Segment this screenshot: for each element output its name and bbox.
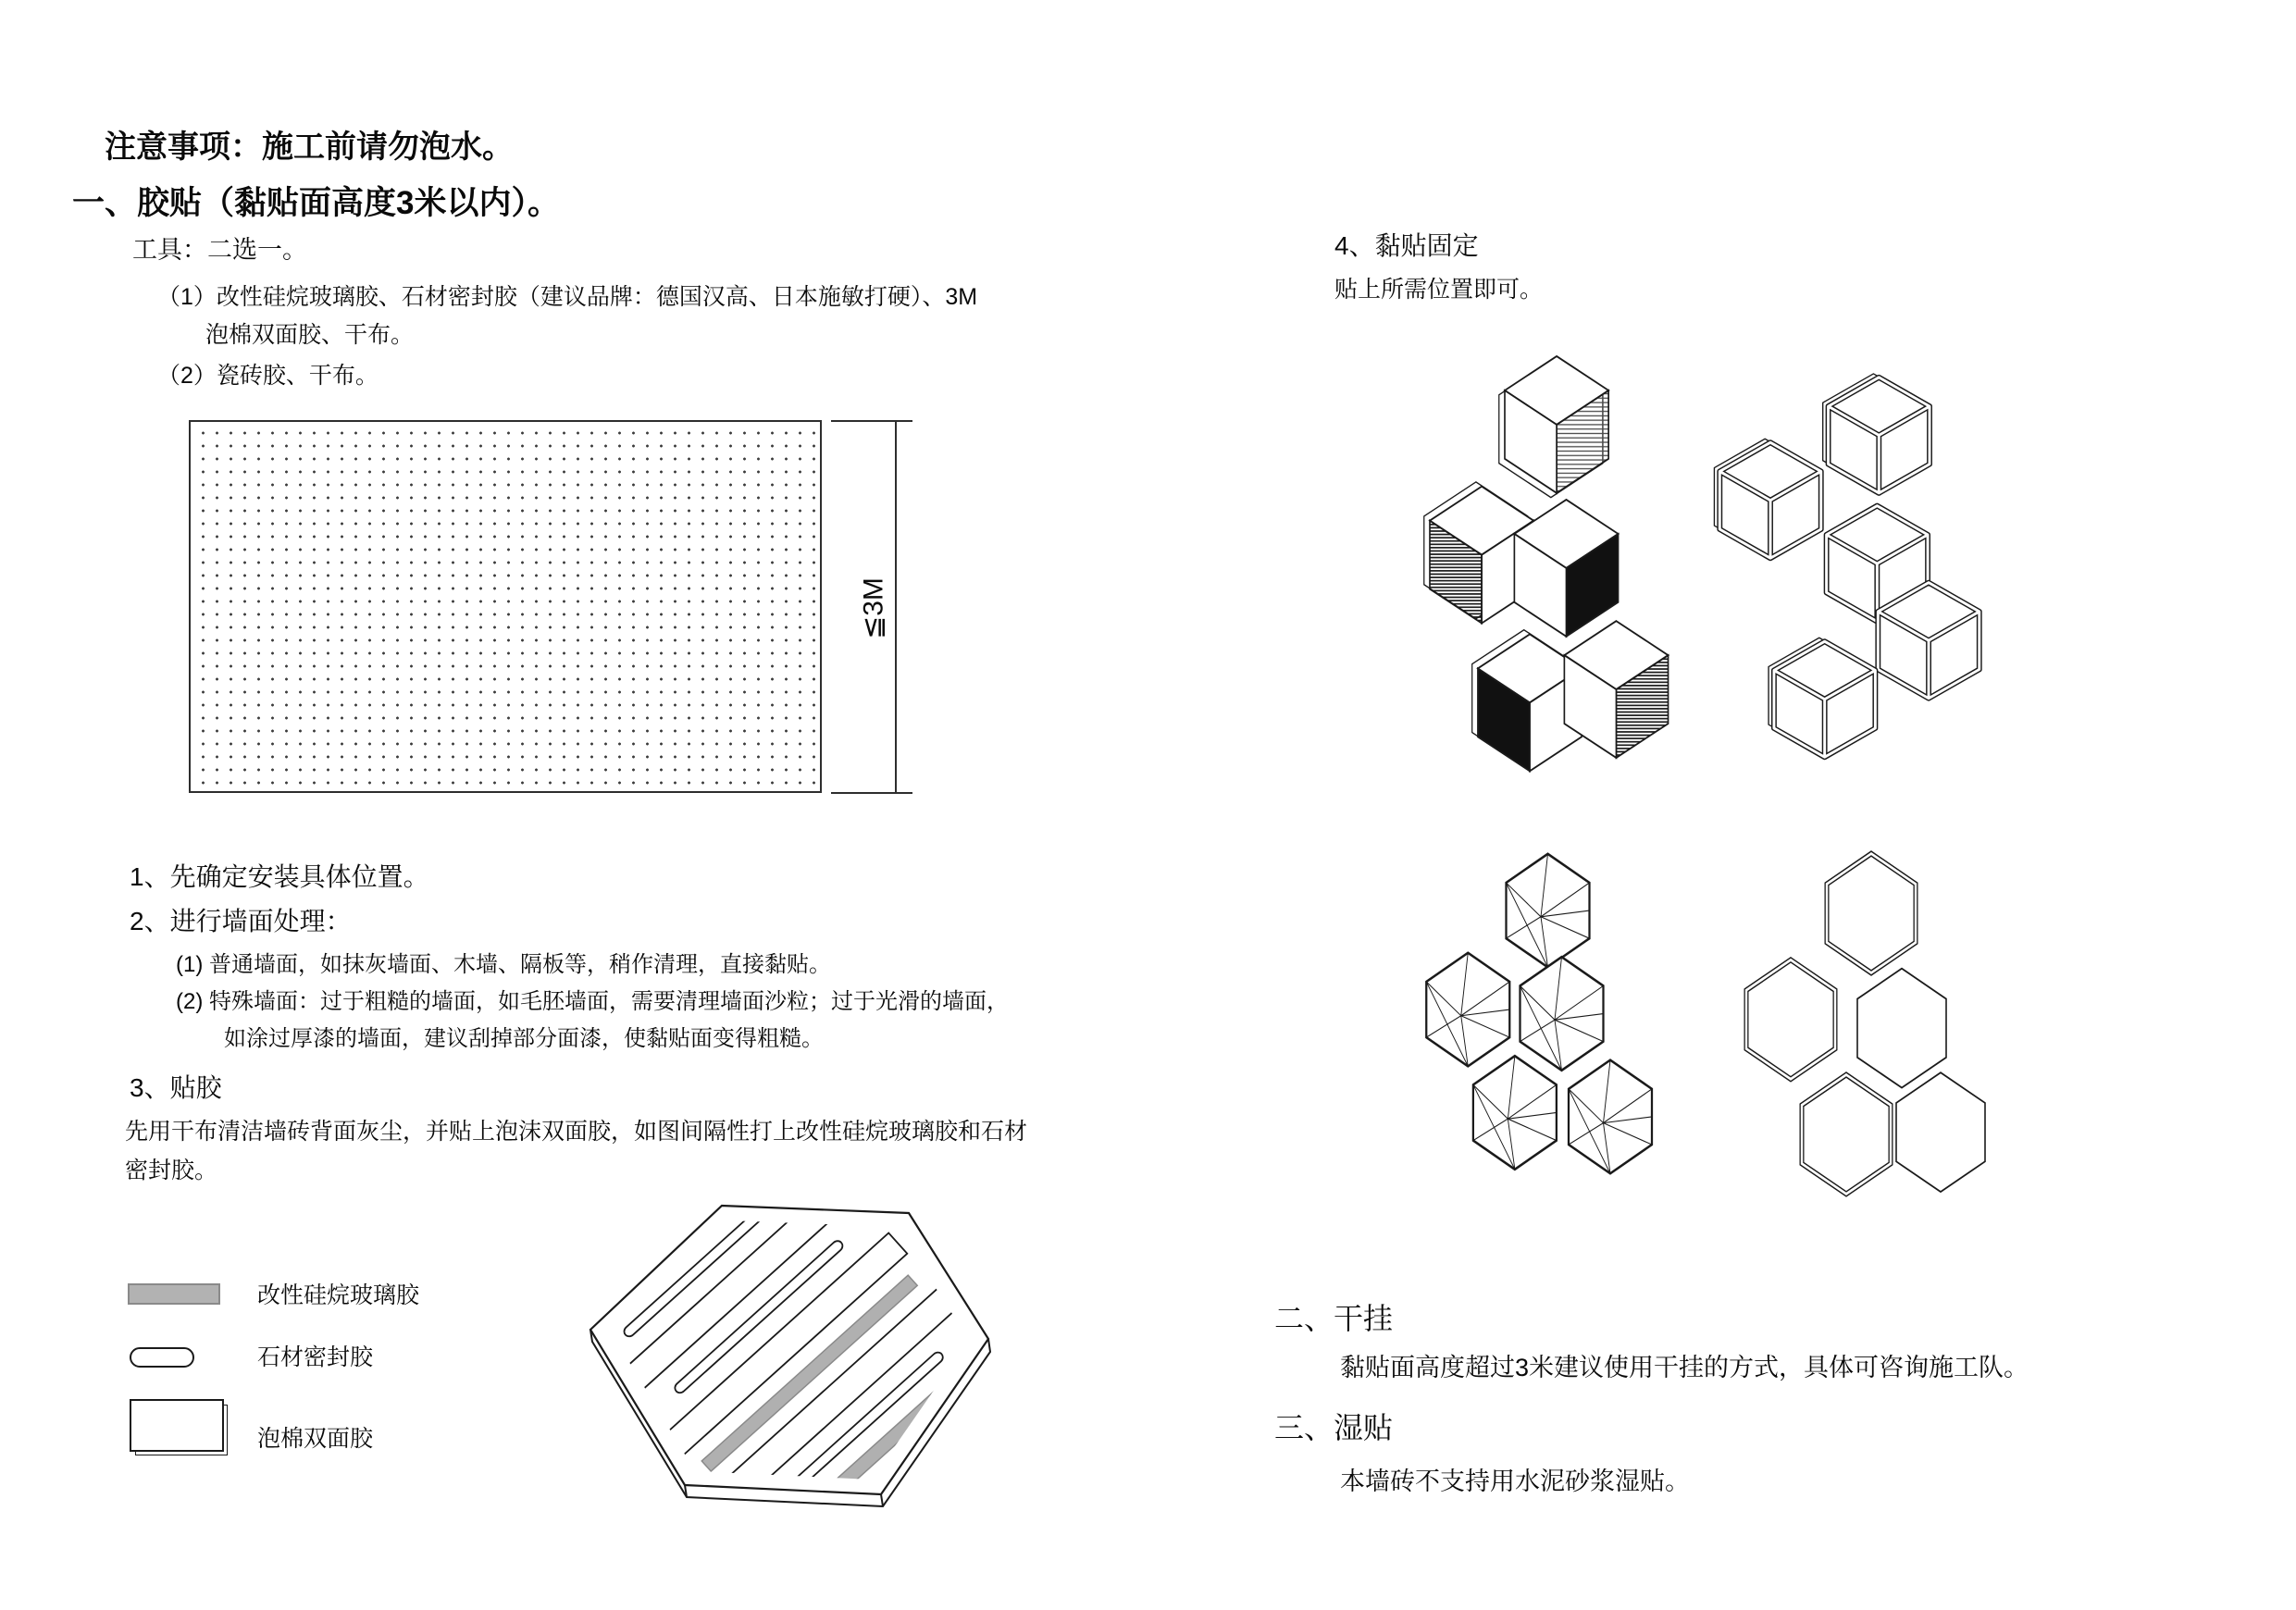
- section3-title: 三、湿贴: [1274, 1411, 1394, 1444]
- glue-wall-area-diagram: [189, 420, 822, 793]
- stone-sealant-swatch: [130, 1347, 194, 1368]
- step4-text: 4、黏贴固定: [1334, 231, 1479, 260]
- step1-text: 1、先确定安装具体位置。: [130, 862, 429, 891]
- section2-title: 二、干挂: [1274, 1302, 1394, 1335]
- rhombus-tiles-diagram: [1430, 356, 1680, 786]
- stone-sealant-label: 石材密封胶: [257, 1344, 374, 1370]
- glass-glue-label: 改性硅烷玻璃胶: [257, 1282, 420, 1308]
- step2-text: 2、进行墙面处理：: [130, 907, 352, 935]
- step4-body: 贴上所需位置即可。: [1334, 277, 1544, 303]
- tools-title: 工具：二选一。: [132, 236, 307, 264]
- step3-body-line1: 先用干布清洁墙砖背面灰尘，并贴上泡沫双面胶，如图间隔性打上改性硅烷玻璃胶和石材: [125, 1119, 1028, 1145]
- step3-text: 3、贴胶: [130, 1073, 222, 1102]
- section3-body: 本墙砖不支持用水泥砂浆湿贴。: [1340, 1468, 1690, 1495]
- section2-body: 黏贴面高度超过3米建议使用干挂的方式，具体可咨询施工队。: [1340, 1354, 2029, 1381]
- dimension-label: ≦3M: [858, 577, 889, 639]
- foam-tape-swatch: [130, 1399, 224, 1452]
- tile-back-glue-diagram: [583, 1189, 995, 1531]
- section1-title: 一、胶贴（黏贴面高度3米以内）。: [72, 185, 560, 221]
- plain-hex-tiles-diagram: [1731, 837, 1999, 1217]
- dimension-tick-top: [831, 420, 912, 422]
- tool-option1-line2: 泡棉双面胶、干布。: [205, 322, 415, 348]
- glass-glue-swatch: [128, 1283, 220, 1305]
- step2-sub2-line2: 如涂过厚漆的墙面，建议刮掉部分面漆，使黏贴面变得粗糙。: [224, 1026, 824, 1051]
- dimension-line: [895, 420, 897, 794]
- tool-option2: （2）瓷砖胶、干布。: [157, 363, 379, 389]
- cube-frame-tiles-diagram: [1717, 370, 1985, 768]
- faceted-hex-tiles-diagram: [1402, 847, 1680, 1208]
- tool-option1-line1: （1）改性硅烷玻璃胶、石材密封胶（建议品牌：德国汉高、日本施敏打硬）、3M: [157, 284, 978, 310]
- step2-sub1: (1) 普通墙面，如抹灰墙面、木墙、隔板等，稍作清理，直接黏贴。: [176, 952, 831, 977]
- foam-tape-label: 泡棉双面胶: [257, 1426, 374, 1452]
- dimension-tick-bottom: [831, 792, 912, 794]
- step3-body-line2: 密封胶。: [125, 1158, 218, 1183]
- notice-line: 注意事项：施工前请勿泡水。: [105, 130, 514, 165]
- step2-sub2-line1: (2) 特殊墙面：过于粗糙的墙面，如毛胚墙面，需要清理墙面沙粒；过于光滑的墙面，: [176, 989, 1009, 1014]
